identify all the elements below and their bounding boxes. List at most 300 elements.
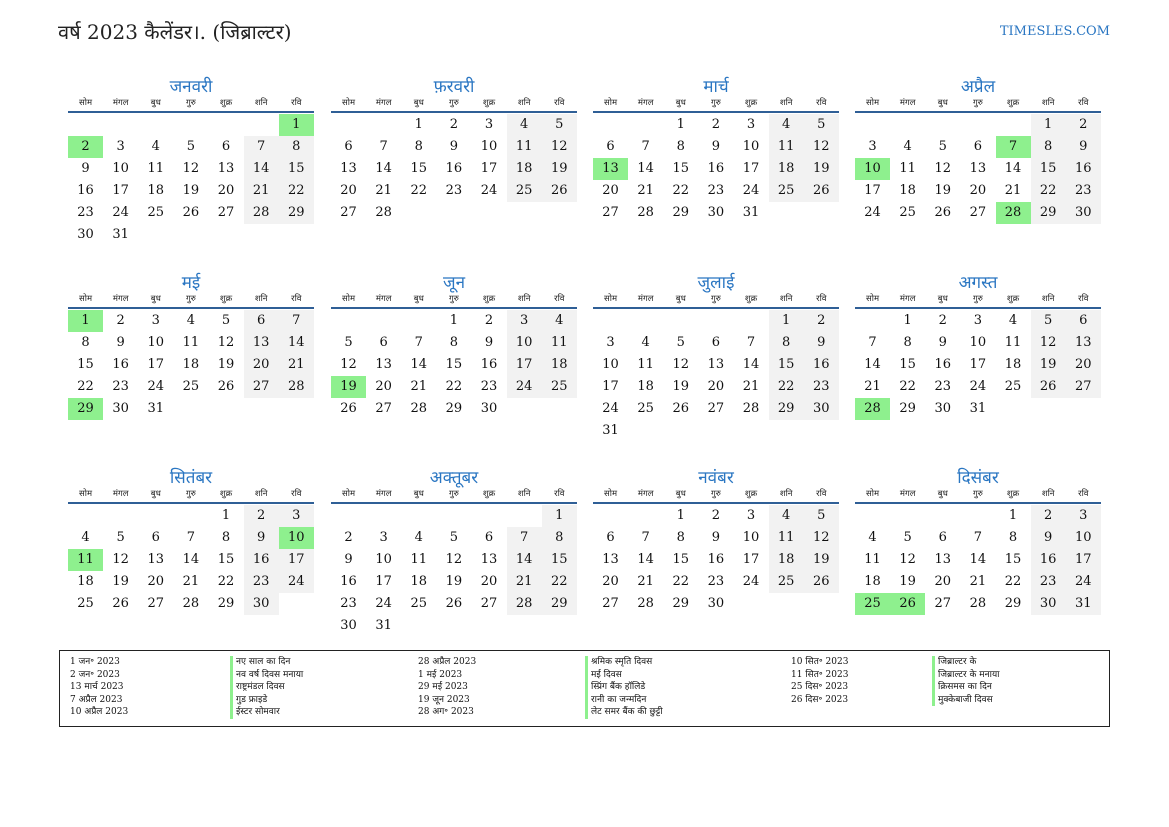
calendar-day[interactable]: 11 <box>410 552 428 567</box>
calendar-day[interactable]: 30 <box>112 401 129 416</box>
calendar-day[interactable]: 1 <box>542 505 577 527</box>
calendar-day[interactable]: 10 <box>279 527 314 549</box>
calendar-day[interactable]: 23 <box>707 183 725 198</box>
calendar-day[interactable]: 17 <box>279 549 314 571</box>
calendar-day[interactable]: 6 <box>221 139 231 154</box>
calendar-day[interactable]: 26 <box>890 593 925 615</box>
calendar-day[interactable]: 23 <box>445 183 463 198</box>
calendar-day[interactable]: 22 <box>217 574 235 589</box>
calendar-day[interactable]: 11 <box>864 552 881 567</box>
calendar-day[interactable]: 16 <box>934 357 952 372</box>
calendar-day[interactable]: 25 <box>410 596 428 611</box>
calendar-day[interactable]: 7 <box>641 139 650 154</box>
calendar-day[interactable]: 27 <box>602 596 619 611</box>
calendar-day[interactable]: 7 <box>379 139 388 154</box>
calendar-day[interactable]: 7 <box>868 335 877 350</box>
calendar-day[interactable]: 5 <box>344 335 353 350</box>
calendar-day[interactable]: 6 <box>606 530 615 545</box>
calendar-day[interactable]: 4 <box>151 139 160 154</box>
calendar-day[interactable]: 2 <box>711 508 721 523</box>
calendar-day[interactable]: 24 <box>742 183 760 198</box>
calendar-day[interactable]: 25 <box>77 596 94 611</box>
calendar-day[interactable]: 29 <box>445 401 463 416</box>
calendar-day[interactable]: 23 <box>934 379 952 394</box>
calendar-day[interactable]: 24 <box>742 574 760 589</box>
calendar-day[interactable]: 10 <box>969 335 987 350</box>
calendar-day[interactable]: 19 <box>1031 354 1066 376</box>
calendar-day[interactable]: 28 <box>637 205 654 220</box>
calendar-day[interactable]: 23 <box>112 379 129 394</box>
calendar-day[interactable]: 15 <box>1004 552 1022 567</box>
calendar-day[interactable]: 9 <box>449 139 459 154</box>
calendar-day[interactable]: 18 <box>1004 357 1022 372</box>
calendar-day[interactable]: 15 <box>77 357 94 372</box>
calendar-day[interactable]: 19 <box>934 183 952 198</box>
calendar-day[interactable]: 10 <box>507 332 542 354</box>
calendar-day[interactable]: 28 <box>410 401 428 416</box>
calendar-day[interactable]: 28 <box>375 205 392 220</box>
calendar-day[interactable]: 11 <box>769 136 804 158</box>
calendar-day[interactable]: 19 <box>445 574 463 589</box>
calendar-day[interactable]: 20 <box>147 574 165 589</box>
calendar-day[interactable]: 18 <box>410 574 428 589</box>
calendar-day[interactable]: 7 <box>186 530 196 545</box>
calendar-day[interactable]: 11 <box>542 332 577 354</box>
calendar-day[interactable]: 6 <box>973 139 983 154</box>
calendar-day[interactable]: 8 <box>769 332 804 354</box>
calendar-day[interactable]: 27 <box>1066 376 1101 398</box>
calendar-day[interactable]: 26 <box>934 205 952 220</box>
calendar-day[interactable]: 9 <box>244 527 279 549</box>
calendar-day[interactable]: 2 <box>449 117 459 132</box>
calendar-day[interactable]: 24 <box>480 183 498 198</box>
calendar-day[interactable]: 12 <box>934 161 952 176</box>
calendar-day[interactable]: 26 <box>182 205 200 220</box>
calendar-day[interactable]: 14 <box>864 357 881 372</box>
calendar-day[interactable]: 11 <box>769 527 804 549</box>
site-link[interactable]: TIMESLES.COM <box>999 24 1110 39</box>
calendar-day[interactable]: 3 <box>868 139 877 154</box>
calendar-day[interactable]: 26 <box>112 596 129 611</box>
calendar-day[interactable]: 28 <box>742 401 760 416</box>
calendar-day[interactable]: 6 <box>379 335 388 350</box>
calendar-day[interactable]: 5 <box>938 139 947 154</box>
calendar-day[interactable]: 30 <box>244 593 279 615</box>
calendar-day[interactable]: 15 <box>279 158 314 180</box>
calendar-day[interactable]: 19 <box>804 549 839 571</box>
calendar-day[interactable]: 12 <box>112 552 129 567</box>
calendar-day[interactable]: 1 <box>414 117 423 132</box>
calendar-day[interactable]: 1 <box>68 310 103 332</box>
calendar-day[interactable]: 25 <box>147 205 165 220</box>
calendar-day[interactable]: 10 <box>602 357 619 372</box>
calendar-day[interactable]: 4 <box>769 505 804 527</box>
calendar-day[interactable]: 26 <box>804 571 839 593</box>
calendar-day[interactable]: 24 <box>864 205 881 220</box>
calendar-day[interactable]: 10 <box>112 161 129 176</box>
calendar-day[interactable]: 21 <box>864 379 881 394</box>
calendar-day[interactable]: 5 <box>804 505 839 527</box>
calendar-day[interactable]: 16 <box>480 357 498 372</box>
calendar-day[interactable]: 23 <box>707 574 725 589</box>
calendar-day[interactable]: 12 <box>804 136 839 158</box>
calendar-day[interactable]: 27 <box>340 205 357 220</box>
calendar-day[interactable]: 7 <box>507 527 542 549</box>
calendar-day[interactable]: 10 <box>742 139 760 154</box>
calendar-day[interactable]: 29 <box>899 401 916 416</box>
calendar-day[interactable]: 15 <box>410 161 428 176</box>
calendar-day[interactable]: 4 <box>81 530 90 545</box>
calendar-day[interactable]: 7 <box>414 335 423 350</box>
calendar-day[interactable]: 13 <box>340 161 357 176</box>
calendar-day[interactable]: 24 <box>147 379 165 394</box>
calendar-day[interactable]: 27 <box>707 401 725 416</box>
calendar-day[interactable]: 11 <box>1004 335 1022 350</box>
calendar-day[interactable]: 5 <box>221 313 231 328</box>
calendar-day[interactable]: 20 <box>1066 354 1101 376</box>
calendar-day[interactable]: 10 <box>375 552 392 567</box>
calendar-day[interactable]: 30 <box>340 618 357 633</box>
calendar-day[interactable]: 17 <box>602 379 619 394</box>
calendar-day[interactable]: 23 <box>804 376 839 398</box>
calendar-day[interactable]: 20 <box>480 574 498 589</box>
calendar-day[interactable]: 5 <box>903 530 912 545</box>
calendar-day[interactable]: 2 <box>68 136 103 158</box>
calendar-day[interactable]: 15 <box>217 552 235 567</box>
calendar-day[interactable]: 1 <box>676 117 685 132</box>
calendar-day[interactable]: 4 <box>868 530 877 545</box>
calendar-day[interactable]: 24 <box>602 401 619 416</box>
calendar-day[interactable]: 19 <box>899 574 916 589</box>
calendar-day[interactable]: 22 <box>410 183 428 198</box>
calendar-day[interactable]: 14 <box>182 552 200 567</box>
calendar-day[interactable]: 22 <box>1031 180 1066 202</box>
calendar-day[interactable]: 25 <box>899 205 916 220</box>
calendar-day[interactable]: 2 <box>804 310 839 332</box>
calendar-day[interactable]: 14 <box>637 161 654 176</box>
calendar-day[interactable]: 12 <box>1031 332 1066 354</box>
calendar-day[interactable]: 9 <box>804 332 839 354</box>
calendar-day[interactable]: 13 <box>934 552 952 567</box>
calendar-day[interactable]: 16 <box>445 161 463 176</box>
calendar-day[interactable]: 11 <box>182 335 200 350</box>
calendar-day[interactable]: 5 <box>1031 310 1066 332</box>
calendar-day[interactable]: 26 <box>804 180 839 202</box>
calendar-day[interactable]: 31 <box>969 401 987 416</box>
calendar-day[interactable]: 4 <box>414 530 423 545</box>
calendar-day[interactable]: 23 <box>77 205 94 220</box>
calendar-day[interactable]: 30 <box>934 401 952 416</box>
calendar-day[interactable]: 22 <box>672 183 690 198</box>
calendar-day[interactable]: 23 <box>244 571 279 593</box>
calendar-day[interactable]: 23 <box>1066 180 1101 202</box>
calendar-day[interactable]: 12 <box>542 136 577 158</box>
calendar-day[interactable]: 8 <box>903 335 912 350</box>
calendar-day[interactable]: 7 <box>996 136 1031 158</box>
calendar-day[interactable]: 9 <box>1066 136 1101 158</box>
calendar-day[interactable]: 20 <box>969 183 987 198</box>
calendar-day[interactable]: 12 <box>182 161 200 176</box>
calendar-day[interactable]: 20 <box>244 354 279 376</box>
calendar-day[interactable]: 19 <box>331 376 366 398</box>
calendar-day[interactable]: 7 <box>641 530 650 545</box>
calendar-day[interactable]: 11 <box>637 357 654 372</box>
calendar-day[interactable]: 21 <box>182 574 200 589</box>
calendar-day[interactable]: 29 <box>1031 202 1066 224</box>
calendar-day[interactable]: 20 <box>375 379 392 394</box>
calendar-day[interactable]: 3 <box>606 335 615 350</box>
calendar-day[interactable]: 2 <box>116 313 125 328</box>
calendar-day[interactable]: 31 <box>147 401 165 416</box>
calendar-day[interactable]: 17 <box>507 354 542 376</box>
calendar-day[interactable]: 10 <box>855 158 890 180</box>
calendar-day[interactable]: 27 <box>147 596 165 611</box>
calendar-day[interactable]: 19 <box>804 158 839 180</box>
calendar-day[interactable]: 28 <box>182 596 200 611</box>
calendar-day[interactable]: 21 <box>637 574 654 589</box>
calendar-day[interactable]: 1 <box>279 114 314 136</box>
calendar-day[interactable]: 10 <box>147 335 165 350</box>
calendar-day[interactable]: 3 <box>151 313 160 328</box>
calendar-day[interactable]: 2 <box>484 313 494 328</box>
calendar-day[interactable]: 26 <box>340 401 357 416</box>
calendar-day[interactable]: 18 <box>507 158 542 180</box>
calendar-day[interactable]: 31 <box>602 423 619 438</box>
calendar-day[interactable]: 21 <box>969 574 987 589</box>
calendar-day[interactable]: 22 <box>279 180 314 202</box>
calendar-day[interactable]: 18 <box>769 158 804 180</box>
calendar-day[interactable]: 6 <box>606 139 615 154</box>
calendar-day[interactable]: 10 <box>1066 527 1101 549</box>
calendar-day[interactable]: 18 <box>182 357 200 372</box>
calendar-day[interactable]: 20 <box>602 574 619 589</box>
calendar-day[interactable]: 1 <box>449 313 459 328</box>
calendar-day[interactable]: 30 <box>804 398 839 420</box>
calendar-day[interactable]: 25 <box>769 180 804 202</box>
calendar-day[interactable]: 2 <box>344 530 353 545</box>
calendar-day[interactable]: 17 <box>742 552 760 567</box>
calendar-day[interactable]: 20 <box>934 574 952 589</box>
calendar-day[interactable]: 9 <box>711 530 721 545</box>
calendar-day[interactable]: 25 <box>542 376 577 398</box>
calendar-day[interactable]: 3 <box>746 117 756 132</box>
calendar-day[interactable]: 19 <box>182 183 200 198</box>
calendar-day[interactable]: 5 <box>186 139 196 154</box>
calendar-day[interactable]: 3 <box>973 313 983 328</box>
calendar-day[interactable]: 11 <box>147 161 165 176</box>
calendar-day[interactable]: 25 <box>855 593 890 615</box>
calendar-day[interactable]: 9 <box>711 139 721 154</box>
calendar-day[interactable]: 24 <box>375 596 392 611</box>
calendar-day[interactable]: 9 <box>116 335 125 350</box>
calendar-day[interactable]: 31 <box>742 205 760 220</box>
calendar-day[interactable]: 18 <box>864 574 881 589</box>
calendar-day[interactable]: 11 <box>899 161 916 176</box>
calendar-day[interactable]: 14 <box>742 357 760 372</box>
calendar-day[interactable]: 5 <box>116 530 125 545</box>
calendar-day[interactable]: 7 <box>746 335 756 350</box>
calendar-day[interactable]: 1 <box>769 310 804 332</box>
calendar-day[interactable]: 10 <box>480 139 498 154</box>
calendar-day[interactable]: 11 <box>68 549 103 571</box>
calendar-day[interactable]: 4 <box>903 139 912 154</box>
calendar-day[interactable]: 25 <box>182 379 200 394</box>
calendar-day[interactable]: 23 <box>1031 571 1066 593</box>
calendar-day[interactable]: 28 <box>996 202 1031 224</box>
calendar-day[interactable]: 8 <box>1031 136 1066 158</box>
calendar-day[interactable]: 20 <box>217 183 235 198</box>
calendar-day[interactable]: 19 <box>217 357 235 372</box>
calendar-day[interactable]: 3 <box>279 505 314 527</box>
calendar-day[interactable]: 5 <box>449 530 459 545</box>
calendar-day[interactable]: 20 <box>340 183 357 198</box>
calendar-day[interactable]: 8 <box>449 335 459 350</box>
calendar-day[interactable]: 24 <box>969 379 987 394</box>
calendar-day[interactable]: 14 <box>969 552 987 567</box>
calendar-day[interactable]: 9 <box>484 335 494 350</box>
calendar-day[interactable]: 31 <box>1066 593 1101 615</box>
calendar-day[interactable]: 4 <box>769 114 804 136</box>
calendar-day[interactable]: 16 <box>1066 158 1101 180</box>
calendar-day[interactable]: 17 <box>1066 549 1101 571</box>
calendar-day[interactable]: 12 <box>804 527 839 549</box>
calendar-day[interactable]: 15 <box>672 161 690 176</box>
calendar-day[interactable]: 21 <box>507 571 542 593</box>
calendar-day[interactable]: 20 <box>602 183 619 198</box>
calendar-day[interactable]: 14 <box>375 161 392 176</box>
calendar-day[interactable]: 4 <box>186 313 196 328</box>
calendar-day[interactable]: 27 <box>969 205 987 220</box>
calendar-day[interactable]: 27 <box>375 401 392 416</box>
calendar-day[interactable]: 8 <box>279 136 314 158</box>
calendar-day[interactable]: 8 <box>414 139 423 154</box>
calendar-day[interactable]: 27 <box>480 596 498 611</box>
calendar-day[interactable]: 29 <box>672 205 690 220</box>
calendar-day[interactable]: 12 <box>672 357 690 372</box>
calendar-day[interactable]: 28 <box>969 596 987 611</box>
calendar-day[interactable]: 30 <box>480 401 498 416</box>
calendar-day[interactable]: 29 <box>672 596 690 611</box>
calendar-day[interactable]: 7 <box>244 136 279 158</box>
calendar-day[interactable]: 22 <box>445 379 463 394</box>
calendar-day[interactable]: 13 <box>593 158 628 180</box>
calendar-day[interactable]: 18 <box>77 574 94 589</box>
calendar-day[interactable]: 2 <box>938 313 947 328</box>
calendar-day[interactable]: 13 <box>217 161 235 176</box>
calendar-day[interactable]: 3 <box>507 310 542 332</box>
calendar-day[interactable]: 22 <box>1004 574 1022 589</box>
calendar-day[interactable]: 25 <box>769 571 804 593</box>
calendar-day[interactable]: 13 <box>602 552 619 567</box>
calendar-day[interactable]: 27 <box>244 376 279 398</box>
calendar-day[interactable]: 29 <box>68 398 103 420</box>
calendar-day[interactable]: 17 <box>969 357 987 372</box>
calendar-day[interactable]: 29 <box>1004 596 1022 611</box>
calendar-day[interactable]: 29 <box>279 202 314 224</box>
calendar-day[interactable]: 23 <box>480 379 498 394</box>
calendar-day[interactable]: 18 <box>542 354 577 376</box>
calendar-day[interactable]: 13 <box>969 161 987 176</box>
calendar-day[interactable]: 6 <box>711 335 721 350</box>
calendar-day[interactable]: 1 <box>903 313 912 328</box>
calendar-day[interactable]: 4 <box>641 335 650 350</box>
calendar-day[interactable]: 30 <box>1031 593 1066 615</box>
calendar-day[interactable]: 8 <box>81 335 90 350</box>
calendar-day[interactable]: 15 <box>769 354 804 376</box>
calendar-day[interactable]: 17 <box>864 183 881 198</box>
calendar-day[interactable]: 8 <box>676 139 685 154</box>
calendar-day[interactable]: 30 <box>707 596 725 611</box>
calendar-day[interactable]: 4 <box>542 310 577 332</box>
calendar-day[interactable]: 6 <box>484 530 494 545</box>
calendar-day[interactable]: 26 <box>445 596 463 611</box>
calendar-day[interactable]: 23 <box>340 596 357 611</box>
calendar-day[interactable]: 18 <box>899 183 916 198</box>
calendar-day[interactable]: 21 <box>279 354 314 376</box>
calendar-day[interactable]: 13 <box>375 357 392 372</box>
calendar-day[interactable]: 6 <box>1066 310 1101 332</box>
calendar-day[interactable]: 24 <box>279 571 314 593</box>
calendar-day[interactable]: 18 <box>769 549 804 571</box>
calendar-day[interactable]: 30 <box>1066 202 1101 224</box>
calendar-day[interactable]: 10 <box>742 530 760 545</box>
calendar-day[interactable]: 28 <box>507 593 542 615</box>
calendar-day[interactable]: 17 <box>480 161 498 176</box>
calendar-day[interactable]: 31 <box>112 227 129 242</box>
calendar-day[interactable]: 15 <box>672 552 690 567</box>
calendar-day[interactable]: 1 <box>221 508 231 523</box>
calendar-day[interactable]: 7 <box>279 310 314 332</box>
calendar-day[interactable]: 22 <box>899 379 916 394</box>
calendar-day[interactable]: 24 <box>1066 571 1101 593</box>
calendar-day[interactable]: 3 <box>116 139 125 154</box>
calendar-day[interactable]: 6 <box>244 310 279 332</box>
calendar-day[interactable]: 18 <box>147 183 165 198</box>
calendar-day[interactable]: 9 <box>344 552 353 567</box>
calendar-day[interactable]: 22 <box>672 574 690 589</box>
calendar-day[interactable]: 22 <box>542 571 577 593</box>
calendar-day[interactable]: 28 <box>855 398 890 420</box>
calendar-day[interactable]: 5 <box>542 114 577 136</box>
calendar-day[interactable]: 16 <box>1031 549 1066 571</box>
calendar-day[interactable]: 13 <box>480 552 498 567</box>
calendar-day[interactable]: 19 <box>672 379 690 394</box>
calendar-day[interactable]: 17 <box>112 183 129 198</box>
calendar-day[interactable]: 3 <box>379 530 388 545</box>
calendar-day[interactable]: 21 <box>244 180 279 202</box>
calendar-day[interactable]: 16 <box>804 354 839 376</box>
calendar-day[interactable]: 2 <box>244 505 279 527</box>
calendar-day[interactable]: 16 <box>244 549 279 571</box>
calendar-day[interactable]: 31 <box>375 618 392 633</box>
calendar-day[interactable]: 21 <box>375 183 392 198</box>
calendar-day[interactable]: 29 <box>217 596 235 611</box>
calendar-day[interactable]: 16 <box>340 574 357 589</box>
calendar-day[interactable]: 27 <box>602 205 619 220</box>
calendar-day[interactable]: 14 <box>637 552 654 567</box>
calendar-day[interactable]: 21 <box>1004 183 1022 198</box>
calendar-day[interactable]: 6 <box>151 530 160 545</box>
calendar-day[interactable]: 12 <box>899 552 916 567</box>
calendar-day[interactable]: 19 <box>112 574 129 589</box>
calendar-day[interactable]: 24 <box>507 376 542 398</box>
calendar-day[interactable]: 4 <box>507 114 542 136</box>
calendar-day[interactable]: 22 <box>77 379 94 394</box>
calendar-day[interactable]: 2 <box>711 117 721 132</box>
calendar-day[interactable]: 28 <box>637 596 654 611</box>
calendar-day[interactable]: 17 <box>742 161 760 176</box>
calendar-day[interactable]: 3 <box>484 117 494 132</box>
